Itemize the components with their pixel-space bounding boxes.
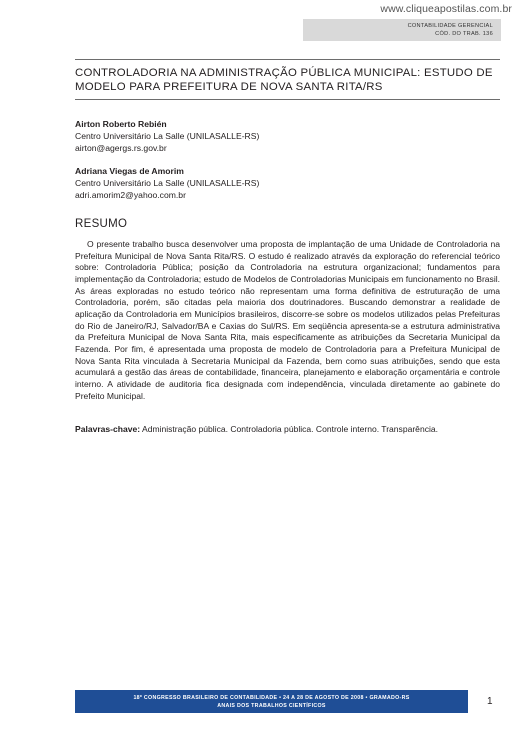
author-email: adri.amorim2@yahoo.com.br [75,190,186,200]
conference-footer [75,690,468,713]
author-block [75,165,500,201]
watermark-url: www.cliqueapostilas.com.br [380,3,512,15]
abstract-text: O presente trabalho busca desenvolver uma proposta de implantação de uma Unidade de Controladoria na Prefeitura Municipal de Nova Santa Rita/RS. O estudo é realizado através da exploração do referencial teórico sobre: Controladoria Pública; posição da Controladoria na estrutura organizacional; fundamentos para implementação da Controladoria; estudo de Modelos de Controladorias Municipais em funcionamento no Brasil. As áreas exploradas no estudo teórico não representam uma forma definitiva de estruturação de uma Controladoria, porém, são citadas pela maioria dos doutrinadores. Buscando demonstrar a realidade de aplicação da Controladoria em Municípios brasileiros, discorre-se sobre os modelos utilizados pelas Prefeituras do Rio de Janeiro/RJ, Salvador/BA e Caxias do Sul/RS. Em seqüência apresenta-se a estrutura administrativa da Prefeitura Municipal de Nova Santa Rita, mais especificamente as atribuições da Secretaria Municipal da Fazenda. Por fim, é apresentada uma proposta de modelo de Controladoria para a Prefeitura Municipal de Nova Santa Rita vinculada à Secretaria Municipal da Fazenda, bem como suas atribuições, sendo que esta acumulará a gestão das áreas de contabilidade, financeira, planejamento e elaboração orçamentária e controle interno. A atividade de auditoria fica designada com independência, vinculada diretamente ao gabinete do Prefeito Municipal. [75,239,500,401]
keywords-text: Administração pública. Controladoria pública. Controle interno. Transparência. [142,424,438,434]
author-affiliation: Centro Universitário La Salle (UNILASALLE-RS) [75,178,260,188]
header-code-box [303,19,501,41]
abstract-heading: RESUMO [75,218,128,230]
paper-title: CONTROLADORIA NA ADMINISTRAÇÃO PÚBLICA MUNICIPAL: ESTUDO DE MODELO PARA PREFEITURA DE NOVA SANTA RITA/RS [75,67,493,93]
author-name: Airton Roberto Rebién [75,119,167,129]
footer-proceedings: ANAIS DOS TRABALHOS CIENTÍFICOS [217,703,326,709]
keywords [75,424,500,436]
header-work-code: CÓD. DO TRAB. 136 [435,31,493,37]
author-name: Adriana Viegas de Amorim [75,166,184,176]
author-affiliation: Centro Universitário La Salle (UNILASALLE-RS) [75,131,260,141]
page-number: 1 [487,696,493,707]
header-category: CONTABILIDADE GERENCIAL [407,23,493,29]
keywords-label: Palavras-chave: [75,424,141,434]
author-email: airton@agergs.rs.gov.br [75,143,167,153]
footer-conference: 18º CONGRESSO BRASILEIRO DE CONTABILIDADE • 24 A 28 DE AGOSTO DE 2008 • GRAMADO-RS [133,695,410,701]
title-bottom-rule [75,99,500,100]
author-block [75,118,500,154]
title-top-rule [75,59,500,60]
author-list [75,118,500,212]
